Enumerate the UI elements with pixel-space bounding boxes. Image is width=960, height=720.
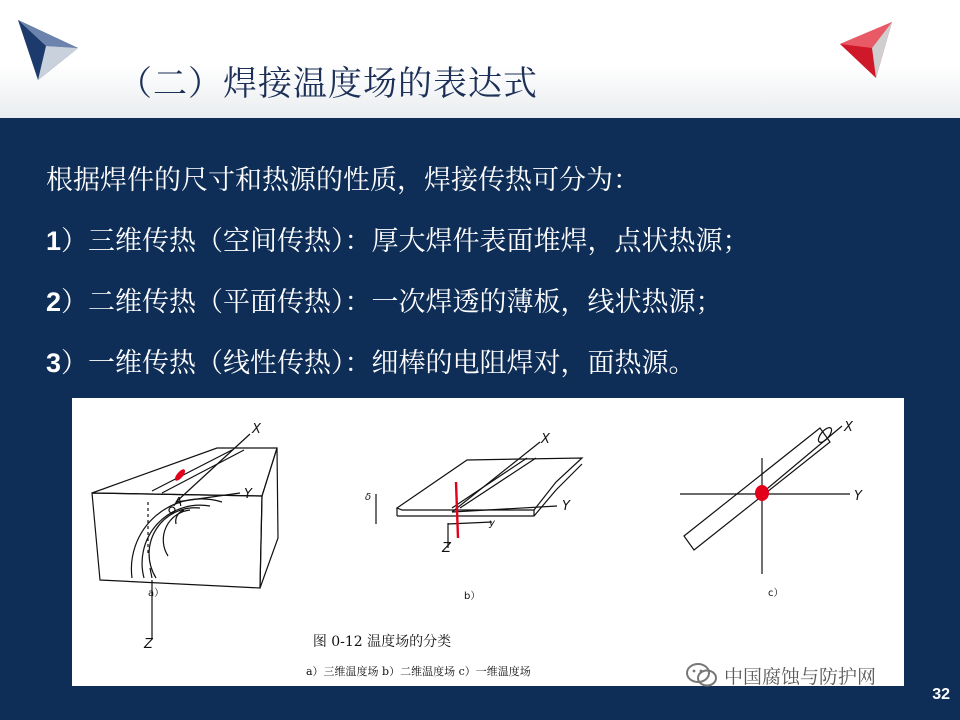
item-number: 3 xyxy=(46,348,62,378)
axis-label: y xyxy=(489,518,495,529)
item-text: ）二维传热（平面传热）：一次焊透的薄板，线状热源； xyxy=(61,287,723,318)
figure-subcaption: a）三维温度场 b）二维温度场 c）一维温度场 xyxy=(306,665,531,678)
axis-label: Y xyxy=(562,499,570,514)
item-number: 2 xyxy=(46,287,62,317)
temperature-field-figure xyxy=(72,398,904,686)
heat-source-point xyxy=(173,468,187,483)
slide-header xyxy=(0,0,960,118)
axis-label: A xyxy=(174,495,183,509)
figure-caption: 图 0-12 温度场的分类 xyxy=(312,634,452,650)
panel-label: a） xyxy=(148,588,165,599)
axis-label: X xyxy=(252,422,261,437)
axis-label: Z xyxy=(442,541,451,556)
axis-label: Z xyxy=(144,637,153,652)
item-text: ）三维传热（空间传热）：厚大焊件表面堆焊，点状热源； xyxy=(61,226,750,257)
axis-label: X xyxy=(844,420,853,435)
axis-label: Y xyxy=(854,489,862,504)
list-item xyxy=(46,272,926,333)
axis-label: δ xyxy=(365,492,372,503)
item-text: ）一维传热（线性传热）：细棒的电阻焊对，面热源。 xyxy=(61,348,696,379)
list-item xyxy=(46,211,926,272)
intro-text: 根据焊件的尺寸和热源的性质，焊接传热可分为： xyxy=(46,165,640,196)
panel-a-block xyxy=(92,434,278,638)
logo-right-icon xyxy=(836,18,902,82)
panel-b-plate xyxy=(376,442,582,548)
axis-label: X xyxy=(541,432,550,447)
panel-label: b） xyxy=(464,591,481,602)
heat-source-line xyxy=(456,482,458,538)
panel-label: c） xyxy=(768,588,784,599)
watermark-text: 中国腐蚀与防护网 xyxy=(724,665,877,688)
slide-body xyxy=(46,150,926,394)
slide-title: （二）焊接温度场的表达式 xyxy=(118,64,538,104)
list-item xyxy=(46,333,926,394)
watermark xyxy=(686,661,876,689)
wechat-icon xyxy=(686,662,718,688)
page-number: 32 xyxy=(932,686,950,703)
logo-left-icon xyxy=(16,18,82,82)
axis-label: Y xyxy=(244,487,252,502)
item-number: 1 xyxy=(46,226,62,256)
heat-source-area xyxy=(755,485,769,501)
